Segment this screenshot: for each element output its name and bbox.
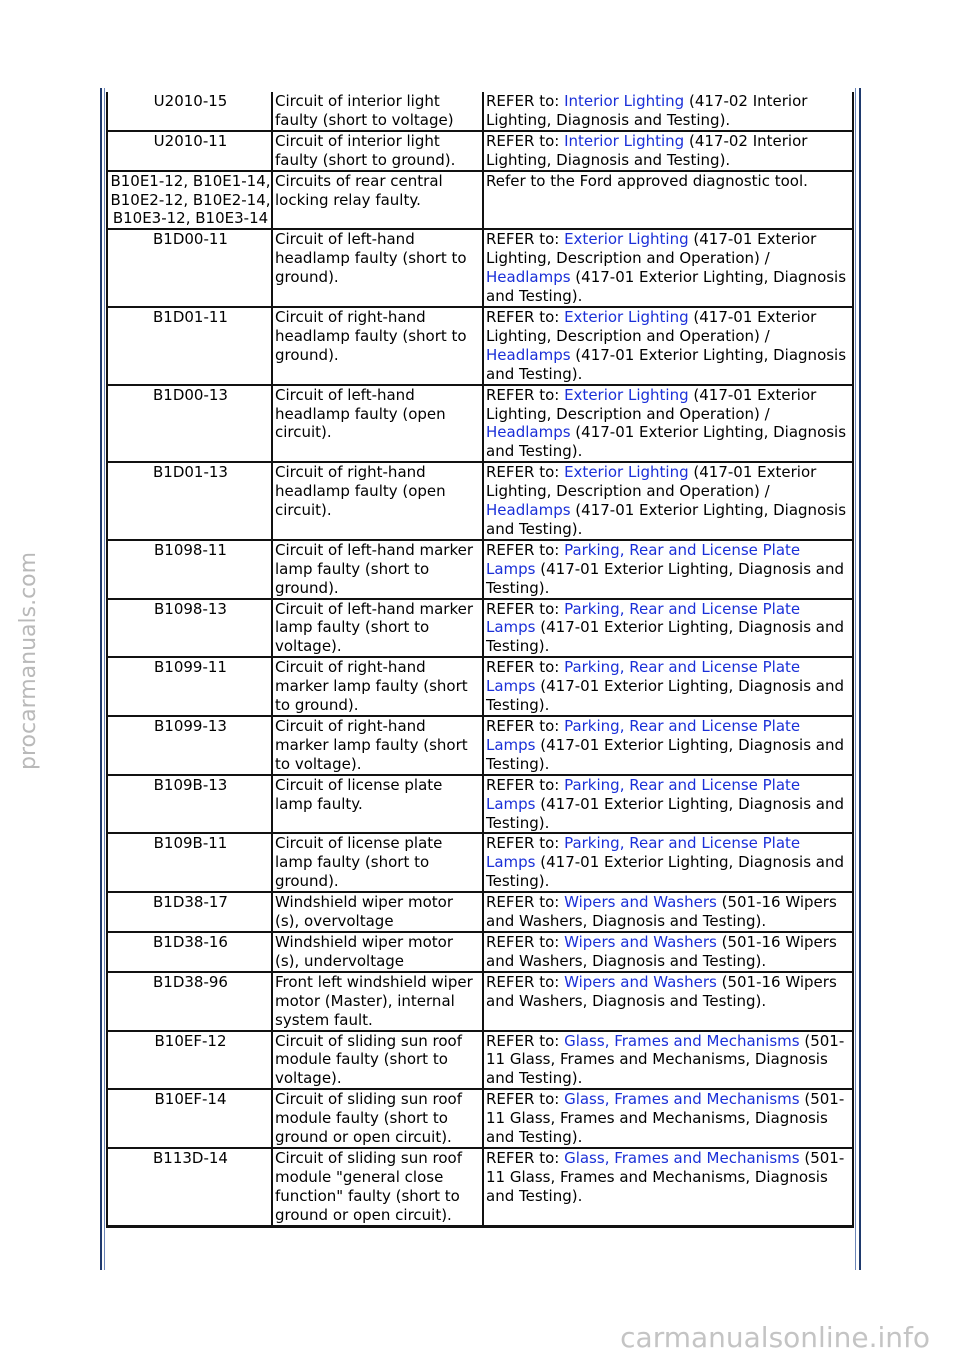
action-text: REFER to: bbox=[486, 540, 565, 559]
reference-link[interactable]: Parking, Rear and License Plate Lamps bbox=[486, 599, 801, 637]
dtc-description: Circuit of interior light faulty (short to ground). bbox=[272, 131, 483, 171]
reference-link[interactable]: Exterior Lighting bbox=[564, 463, 689, 482]
dtc-description: Circuit of sliding sun roof module faulty (short to ground or open circuit). bbox=[272, 1089, 483, 1148]
dtc-action bbox=[483, 131, 853, 171]
dtc-description: Circuits of rear central locking relay faulty. bbox=[272, 171, 483, 230]
dtc-code: B113D-14 bbox=[107, 1148, 272, 1226]
dtc-description: Circuit of left-hand headlamp faulty (short to ground). bbox=[272, 229, 483, 307]
dtc-description: Front left windshield wiper motor (Master), internal system fault. bbox=[272, 972, 483, 1031]
reference-link[interactable]: Headlamps bbox=[486, 268, 571, 287]
dtc-action bbox=[483, 657, 853, 716]
action-text: REFER to: bbox=[486, 1090, 565, 1109]
action-text: (417-01 Exterior Lighting, Description and Operation) / bbox=[486, 385, 817, 423]
bottom-watermark: carmanualsonline.info bbox=[620, 1321, 930, 1354]
action-text: REFER to: bbox=[486, 717, 565, 735]
reference-link[interactable]: Parking, Rear and License Plate Lamps bbox=[486, 540, 801, 578]
table-row bbox=[107, 540, 853, 599]
table-row bbox=[107, 716, 853, 775]
dtc-code: B109B-11 bbox=[107, 833, 272, 892]
table-row bbox=[107, 307, 853, 385]
dtc-action bbox=[483, 833, 853, 892]
action-text: (417-02 Interior Lighting, Diagnosis and Testing). bbox=[486, 131, 808, 169]
dtc-description: Circuit of license plate lamp faulty. bbox=[272, 775, 483, 834]
dtc-action bbox=[483, 1031, 853, 1090]
table-row bbox=[107, 599, 853, 658]
dtc-code: B1D01-11 bbox=[107, 307, 272, 385]
dtc-action bbox=[483, 540, 853, 599]
table-row bbox=[107, 775, 853, 834]
reference-link[interactable]: Exterior Lighting bbox=[564, 385, 689, 404]
table-row bbox=[107, 972, 853, 1031]
action-text: REFER to: bbox=[486, 463, 565, 482]
reference-link[interactable]: Glass, Frames and Mechanisms bbox=[564, 1090, 800, 1109]
action-text: (417-01 Exterior Lighting, Diagnosis and Testing). bbox=[486, 345, 847, 383]
reference-link[interactable]: Headlamps bbox=[486, 501, 571, 520]
reference-link[interactable]: Parking, Rear and License Plate Lamps bbox=[486, 658, 801, 696]
action-text: REFER to: bbox=[486, 307, 565, 326]
dtc-description: Circuit of right-hand marker lamp faulty (short to voltage). bbox=[272, 716, 483, 775]
reference-link[interactable]: Wipers and Washers bbox=[564, 972, 717, 991]
reference-link[interactable]: Parking, Rear and License Plate Lamps bbox=[486, 717, 801, 754]
table-row bbox=[107, 1089, 853, 1148]
action-text: (417-01 Exterior Lighting, Description and Operation) / bbox=[486, 463, 817, 501]
dtc-action bbox=[483, 171, 853, 230]
dtc-code: B1D00-11 bbox=[107, 229, 272, 307]
action-text: REFER to: bbox=[486, 230, 565, 249]
reference-link[interactable]: Parking, Rear and License Plate Lamps bbox=[486, 834, 801, 872]
action-text: REFER to: bbox=[486, 775, 565, 794]
left-frame-line-inner bbox=[104, 88, 105, 1270]
dtc-action bbox=[483, 229, 853, 307]
right-frame-line-inner bbox=[855, 88, 856, 1270]
table-row bbox=[107, 833, 853, 892]
dtc-action bbox=[483, 972, 853, 1031]
dtc-code: B1098-11 bbox=[107, 540, 272, 599]
dtc-code: B1099-11 bbox=[107, 657, 272, 716]
reference-link[interactable]: Wipers and Washers bbox=[564, 932, 717, 951]
reference-link[interactable]: Exterior Lighting bbox=[564, 307, 689, 326]
table-row bbox=[107, 1148, 853, 1226]
dtc-table bbox=[106, 92, 854, 1228]
action-text: (501-11 Glass, Frames and Mechanisms, Diagnosis and Testing). bbox=[486, 1031, 845, 1088]
reference-link[interactable]: Glass, Frames and Mechanisms bbox=[564, 1148, 800, 1167]
dtc-action bbox=[483, 599, 853, 658]
dtc-action bbox=[483, 892, 853, 932]
side-watermark: procarmanuals.com bbox=[16, 551, 41, 770]
action-text: (417-01 Exterior Lighting, Diagnosis and Testing). bbox=[486, 677, 844, 715]
dtc-description: Circuit of sliding sun roof module faulty (short to voltage). bbox=[272, 1031, 483, 1090]
table-row bbox=[107, 892, 853, 932]
action-text: REFER to: bbox=[486, 131, 565, 150]
action-text: REFER to: bbox=[486, 932, 565, 951]
dtc-action bbox=[483, 385, 853, 463]
dtc-code: B1D38-16 bbox=[107, 932, 272, 972]
action-text: REFER to: bbox=[486, 1031, 565, 1050]
action-text: (417-01 Exterior Lighting, Diagnosis and Testing). bbox=[486, 853, 844, 891]
action-text: (501-11 Glass, Frames and Mechanisms, Diagnosis and Testing). bbox=[486, 1090, 845, 1147]
dtc-code: B10EF-14 bbox=[107, 1089, 272, 1148]
dtc-action bbox=[483, 1148, 853, 1226]
dtc-code: B10EF-12 bbox=[107, 1031, 272, 1090]
dtc-code: B1099-13 bbox=[107, 716, 272, 775]
right-frame-line bbox=[859, 88, 861, 1270]
dtc-code: B1D38-17 bbox=[107, 892, 272, 932]
reference-link[interactable]: Headlamps bbox=[486, 423, 571, 442]
dtc-description: Circuit of left-hand marker lamp faulty (short to voltage). bbox=[272, 599, 483, 658]
action-text: (417-01 Exterior Lighting, Diagnosis and Testing). bbox=[486, 618, 844, 656]
left-frame-line bbox=[100, 88, 102, 1270]
action-text: (501-16 Wipers and Washers, Diagnosis and Testing). bbox=[486, 972, 837, 1010]
action-text: (417-01 Exterior Lighting, Diagnosis and Testing). bbox=[486, 268, 847, 306]
dtc-description: Circuit of left-hand headlamp faulty (open circuit). bbox=[272, 385, 483, 463]
action-text: (417-01 Exterior Lighting, Diagnosis and Testing). bbox=[486, 423, 847, 461]
action-text: REFER to: bbox=[486, 972, 565, 991]
action-text: (501-16 Wipers and Washers, Diagnosis and Testing). bbox=[486, 893, 837, 931]
action-text: (417-01 Exterior Lighting, Diagnosis and Testing). bbox=[486, 501, 847, 538]
action-text: (501-11 Glass, Frames and Mechanisms, Diagnosis and Testing). bbox=[486, 1148, 845, 1205]
action-text: REFER to: bbox=[486, 1148, 565, 1167]
table-row bbox=[107, 131, 853, 171]
dtc-table-body bbox=[107, 92, 853, 1226]
dtc-action bbox=[483, 775, 853, 834]
dtc-code: B10E1-12, B10E1-14, B10E2-12, B10E2-14, B10E3-12, B10E3-14 bbox=[107, 171, 272, 230]
action-text: REFER to: bbox=[486, 599, 565, 618]
reference-link[interactable]: Interior Lighting bbox=[564, 131, 685, 150]
action-text: (417-02 Interior Lighting, Diagnosis and Testing). bbox=[486, 92, 808, 129]
table-row bbox=[107, 462, 853, 540]
reference-link[interactable]: Headlamps bbox=[486, 345, 571, 364]
dtc-code: B1098-13 bbox=[107, 599, 272, 658]
dtc-code: B1D38-96 bbox=[107, 972, 272, 1031]
action-text: Refer to the Ford approved diagnostic tool. bbox=[486, 171, 808, 190]
dtc-code: U2010-15 bbox=[107, 92, 272, 131]
action-text: REFER to: bbox=[486, 658, 565, 677]
action-text: REFER to: bbox=[486, 92, 565, 110]
reference-link[interactable]: Glass, Frames and Mechanisms bbox=[564, 1031, 800, 1050]
dtc-description: Circuit of license plate lamp faulty (short to ground). bbox=[272, 833, 483, 892]
dtc-description: Circuit of right-hand headlamp faulty (short to ground). bbox=[272, 307, 483, 385]
dtc-code: U2010-11 bbox=[107, 131, 272, 171]
dtc-action bbox=[483, 462, 853, 540]
dtc-description: Circuit of right-hand headlamp faulty (open circuit). bbox=[272, 462, 483, 540]
table-row bbox=[107, 171, 853, 230]
action-text: (417-01 Exterior Lighting, Diagnosis and Testing). bbox=[486, 559, 844, 597]
action-text: (417-01 Exterior Lighting, Description and Operation) / bbox=[486, 307, 817, 345]
dtc-action bbox=[483, 932, 853, 972]
action-text: (417-01 Exterior Lighting, Diagnosis and Testing). bbox=[486, 794, 844, 832]
table-row bbox=[107, 385, 853, 463]
action-text: (417-01 Exterior Lighting, Diagnosis and Testing). bbox=[486, 735, 844, 773]
dtc-description: Circuit of interior light faulty (short to voltage) bbox=[272, 92, 483, 131]
action-text: REFER to: bbox=[486, 834, 565, 853]
table-row bbox=[107, 92, 853, 131]
dtc-code: B109B-13 bbox=[107, 775, 272, 834]
dtc-description: Windshield wiper motor (s), overvoltage bbox=[272, 892, 483, 932]
table-row bbox=[107, 229, 853, 307]
dtc-action bbox=[483, 1089, 853, 1148]
dtc-action bbox=[483, 307, 853, 385]
dtc-action bbox=[483, 92, 853, 131]
dtc-description: Circuit of left-hand marker lamp faulty (short to ground). bbox=[272, 540, 483, 599]
action-text: (501-16 Wipers and Washers, Diagnosis and Testing). bbox=[486, 932, 837, 970]
reference-link[interactable]: Interior Lighting bbox=[564, 92, 685, 110]
reference-link[interactable]: Exterior Lighting bbox=[564, 230, 689, 249]
table-row bbox=[107, 1031, 853, 1090]
reference-link[interactable]: Parking, Rear and License Plate Lamps bbox=[486, 775, 801, 813]
action-text: REFER to: bbox=[486, 893, 565, 912]
table-row bbox=[107, 657, 853, 716]
dtc-code: B1D00-13 bbox=[107, 385, 272, 463]
dtc-code: B1D01-13 bbox=[107, 462, 272, 540]
reference-link[interactable]: Wipers and Washers bbox=[564, 893, 717, 912]
action-text: REFER to: bbox=[486, 385, 565, 404]
dtc-description: Circuit of sliding sun roof module "general close function" faulty (short to ground or open circuit). bbox=[272, 1148, 483, 1226]
dtc-description: Circuit of right-hand marker lamp faulty (short to ground). bbox=[272, 657, 483, 716]
dtc-description: Windshield wiper motor (s), undervoltage bbox=[272, 932, 483, 972]
action-text: (417-01 Exterior Lighting, Description and Operation) / bbox=[486, 230, 817, 268]
dtc-action bbox=[483, 716, 853, 775]
table-row bbox=[107, 932, 853, 972]
